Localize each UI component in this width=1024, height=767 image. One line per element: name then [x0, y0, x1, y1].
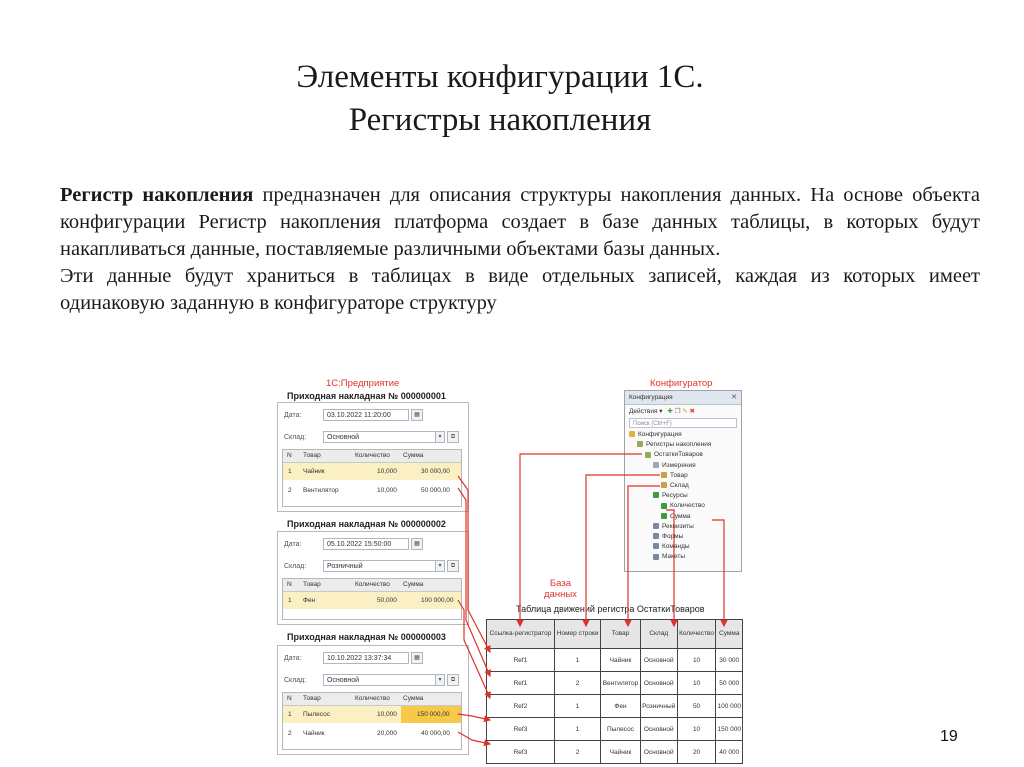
calendar-button[interactable]	[411, 538, 423, 550]
tree-item-label: Товар	[670, 471, 688, 479]
date-label: Дата:	[284, 655, 302, 662]
table-row	[487, 672, 743, 695]
document-1-table[interactable]	[282, 449, 462, 507]
calendar-icon: ▦	[414, 412, 420, 418]
register-column-header: Склад	[640, 620, 677, 649]
tree-item[interactable]	[629, 450, 741, 460]
document-2-title: Приходная накладная № 000000002	[287, 519, 446, 529]
row-sum: 50 000,00	[421, 487, 450, 494]
register-cell: 1	[554, 649, 600, 672]
row-qty: 50,000	[377, 597, 397, 604]
register-cell: Ref3	[487, 718, 555, 741]
row-number: 2	[288, 730, 292, 737]
document-2-table[interactable]	[282, 578, 462, 620]
open-icon: ⧉	[450, 677, 456, 683]
paragraph-1	[60, 182, 980, 263]
register-cell: 10	[677, 649, 716, 672]
tree-item-label: Макеты	[662, 553, 686, 561]
row-number: 1	[288, 468, 292, 475]
register-cell: 20	[677, 741, 716, 764]
database-label-line-1: База	[549, 578, 571, 589]
document-1-form	[277, 402, 469, 512]
register-cell: Розничный	[640, 695, 677, 718]
register-movements-table	[486, 619, 743, 764]
register-cell: 30 000	[716, 649, 743, 672]
templates-icon	[653, 554, 659, 560]
tree-item[interactable]	[629, 552, 741, 562]
open-icon: ⧉	[450, 434, 456, 440]
register-column-header: Товар	[601, 620, 641, 649]
tree-item-label: Склад	[670, 481, 689, 489]
register-cell: Вентилятор	[601, 672, 641, 695]
date-label: Дата:	[284, 541, 302, 548]
register-table-title: Таблица движений регистра ОстаткиТоваров	[516, 604, 705, 614]
warehouse-label: Склад:	[284, 434, 307, 441]
row-number: 2	[288, 487, 292, 494]
configurator-toolbar	[625, 405, 741, 418]
column-header-sum: Сумма	[403, 452, 424, 459]
tree-item[interactable]	[629, 522, 741, 532]
register-cell: Основной	[640, 672, 677, 695]
document-1-title: Приходная накладная № 000000001	[287, 391, 446, 401]
document-3-table[interactable]	[282, 692, 462, 750]
tree-item-label: Реквизиты	[662, 522, 694, 530]
forms-icon	[653, 533, 659, 539]
tree-item[interactable]	[629, 512, 741, 522]
row-qty: 20,000	[377, 730, 397, 737]
register-cell: Фен	[601, 695, 641, 718]
register-cell: 1	[554, 695, 600, 718]
tree-item-label: Конфигурация	[638, 431, 682, 438]
edit-icon[interactable]: ✎	[682, 408, 688, 415]
resources-icon	[653, 492, 659, 498]
commands-icon	[653, 543, 659, 549]
warehouse-field[interactable]: Основной	[323, 674, 445, 686]
add-icon[interactable]: ✚	[667, 408, 673, 415]
chevron-down-icon: ▾	[438, 563, 442, 569]
calendar-icon: ▦	[414, 655, 420, 661]
enterprise-label: 1С:Предприятие	[326, 378, 400, 389]
register-cell: 1	[554, 718, 600, 741]
register-cell: 10	[677, 672, 716, 695]
row-qty: 10,000	[377, 468, 397, 475]
column-header-item: Товар	[303, 695, 321, 702]
register-cell: Основной	[640, 649, 677, 672]
warehouse-dropdown-button[interactable]	[435, 560, 445, 572]
tree-item-label: ОстаткиТоваров	[654, 451, 703, 459]
configurator-window-title: Конфигурация	[625, 391, 741, 405]
calendar-icon: ▦	[414, 541, 420, 547]
column-header-item: Товар	[303, 452, 321, 459]
register-cell: Чайник	[601, 741, 641, 764]
delete-icon[interactable]: ✖	[689, 408, 695, 415]
row-sum: 30 000,00	[421, 468, 450, 475]
resource-icon	[661, 513, 667, 519]
tree-item-label: Команды	[662, 543, 690, 551]
column-header-item: Товар	[303, 581, 321, 588]
row-qty: 10,000	[377, 487, 397, 494]
database-label	[544, 578, 577, 600]
date-field[interactable]: 05.10.2022 15:50:00	[323, 538, 409, 550]
register-cell: 50	[677, 695, 716, 718]
register-cell: Ref1	[487, 649, 555, 672]
configuration-icon	[629, 431, 635, 437]
register-cell: Ref1	[487, 672, 555, 695]
warehouse-open-button[interactable]	[447, 674, 459, 686]
register-icon	[645, 452, 651, 458]
configurator-tree[interactable]	[625, 428, 741, 562]
register-cell: Ref3	[487, 741, 555, 764]
date-field[interactable]: 10.10.2022 13:37:34	[323, 652, 409, 664]
configurator-search-input[interactable]: Поиск (Ctrl+F)	[629, 418, 737, 428]
column-header-n: N	[287, 452, 292, 459]
column-header-sum: Сумма	[403, 695, 424, 702]
configurator-label: Конфигуратор	[650, 378, 713, 389]
copy-icon[interactable]: ❐	[674, 408, 681, 415]
dimensions-icon	[653, 462, 659, 468]
calendar-button[interactable]	[411, 409, 423, 421]
chevron-down-icon: ▾	[438, 677, 442, 683]
column-header-n: N	[287, 695, 292, 702]
calendar-button[interactable]	[411, 652, 423, 664]
register-header-row	[487, 620, 743, 649]
row-sum: 150 000,00	[417, 711, 450, 718]
tree-item[interactable]	[629, 471, 741, 481]
warehouse-label: Склад:	[284, 563, 307, 570]
database-label-line-2: данных	[544, 589, 577, 600]
tree-item[interactable]	[629, 542, 741, 552]
register-cell: 10	[677, 718, 716, 741]
open-icon: ⧉	[450, 563, 456, 569]
tree-item[interactable]	[629, 481, 741, 491]
register-cell: Основной	[640, 718, 677, 741]
requisites-icon	[653, 523, 659, 529]
tree-item[interactable]	[629, 461, 741, 471]
date-label: Дата:	[284, 412, 302, 419]
warehouse-label: Склад:	[284, 677, 307, 684]
warehouse-field[interactable]: Розничный	[323, 560, 445, 572]
slide-title	[0, 56, 1000, 142]
document-3-form	[277, 645, 469, 755]
date-field[interactable]: 03.10.2022 11:20:00	[323, 409, 409, 421]
register-cell: 40 000	[716, 741, 743, 764]
actions-menu[interactable]: Действия ▾	[629, 408, 663, 415]
table-row	[487, 741, 743, 764]
tree-item-label: Количество	[670, 502, 705, 510]
column-header-qty: Количество	[355, 452, 390, 459]
tree-item[interactable]	[629, 430, 741, 440]
attribute-icon	[661, 472, 667, 478]
row-number: 1	[288, 711, 292, 718]
register-cell: 100 000	[716, 695, 743, 718]
paragraph-1-text: предназначен для описания структуры накопления данных. На основе объекта конфигурации Регистр накопления платформа создает в базе данных таблицы, в которых будут накапливаться данные, поставляемые различными объектами базы данных.	[60, 184, 980, 260]
register-cell: 150 000	[716, 718, 743, 741]
row-qty: 10,000	[377, 711, 397, 718]
register-column-header: Ссылка-регистратор	[487, 620, 555, 649]
register-cell: 2	[554, 741, 600, 764]
row-item: Чайник	[303, 730, 325, 737]
column-header-qty: Количество	[355, 581, 390, 588]
configurator-window	[624, 390, 742, 572]
warehouse-dropdown-button[interactable]	[435, 674, 445, 686]
warehouse-field[interactable]: Основной	[323, 431, 445, 443]
slide-title-line-2: Регистры накопления	[348, 102, 652, 138]
row-item: Пылесос	[303, 711, 330, 718]
tree-item-label: Ресурсы	[662, 492, 688, 500]
column-header-n: N	[287, 581, 292, 588]
row-number: 1	[288, 597, 292, 604]
resource-icon	[661, 503, 667, 509]
tree-item[interactable]	[629, 501, 741, 511]
register-column-header: Количество	[677, 620, 716, 649]
page-number: 19	[940, 728, 958, 745]
register-cell: 2	[554, 672, 600, 695]
column-header-qty: Количество	[355, 695, 390, 702]
warehouse-dropdown-button[interactable]	[435, 431, 445, 443]
tree-item-label: Измерения	[662, 461, 696, 469]
row-sum: 40 000,00	[421, 730, 450, 737]
register-cell: 50 000	[716, 672, 743, 695]
paragraph-2: Эти данные будут храниться в таблицах в виде отдельных записей, каждая из которых имеет одинаковую заданную в конфигураторе структуру	[60, 265, 980, 314]
warehouse-open-button[interactable]	[447, 431, 459, 443]
register-body	[487, 649, 743, 764]
row-sum: 100 000,00	[421, 597, 454, 604]
warehouse-open-button[interactable]	[447, 560, 459, 572]
slide-body	[60, 182, 980, 317]
document-3-title: Приходная накладная № 000000003	[287, 632, 446, 642]
table-row	[487, 649, 743, 672]
row-item: Вентилятор	[303, 487, 339, 494]
tree-item[interactable]	[629, 532, 741, 542]
row-item: Чайник	[303, 468, 325, 475]
slide-title-line-1: Элементы конфигурации 1С.	[296, 59, 704, 95]
register-column-header: Номер строки	[554, 620, 600, 649]
table-row	[487, 695, 743, 718]
register-column-header: Сумма	[716, 620, 743, 649]
column-header-sum: Сумма	[403, 581, 424, 588]
register-cell: Чайник	[601, 649, 641, 672]
attribute-icon	[661, 482, 667, 488]
registers-icon	[637, 441, 643, 447]
register-cell: Основной	[640, 741, 677, 764]
document-2-form	[277, 531, 469, 625]
tree-item-label: Регистры накопления	[646, 441, 712, 449]
register-cell: Ref2	[487, 695, 555, 718]
row-item: Фен	[303, 597, 316, 604]
chevron-down-icon: ▾	[438, 434, 442, 440]
close-icon[interactable]: ✕	[731, 394, 737, 401]
tree-item-label: Сумма	[670, 512, 691, 520]
register-cell: Пылесос	[601, 718, 641, 741]
tree-item-label: Формы	[662, 532, 684, 540]
tree-item[interactable]	[629, 491, 741, 501]
tree-item[interactable]	[629, 440, 741, 450]
term-accumulation-register: Регистр накопления	[60, 184, 254, 206]
table-row	[487, 718, 743, 741]
